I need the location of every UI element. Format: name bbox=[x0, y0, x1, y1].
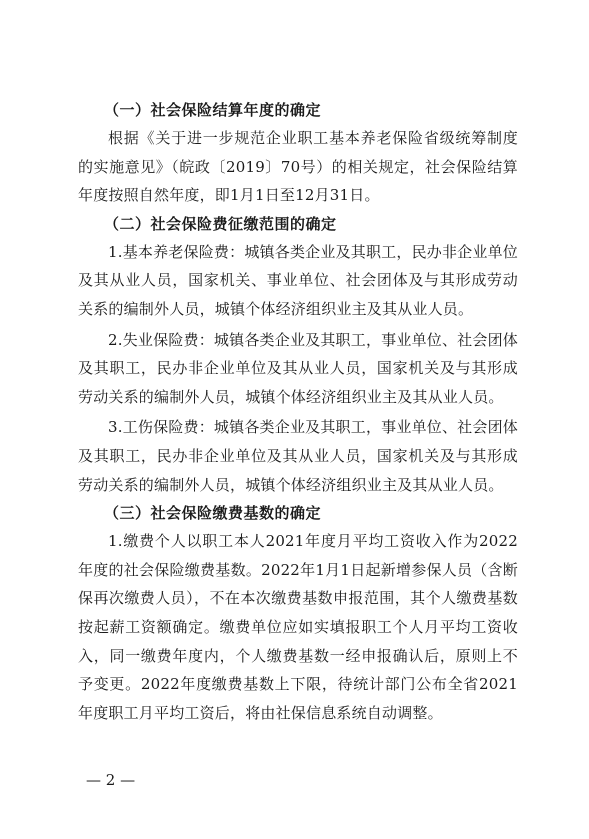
section-heading-contribution-base: （三）社会保险缴费基数的确定 bbox=[104, 504, 322, 523]
section-heading-settlement-year: （一）社会保险结算年度的确定 bbox=[104, 101, 322, 119]
page-number: — 2 — bbox=[86, 771, 136, 789]
paragraph-injury-insurance: 3.工伤保险费：城镇各类企业及其职工，事业单位、社会团体及其职工，民办非企业单位及其从业人员，国家机关及与其形成劳动关系的编制外人员，城镇个体经济组织业主及其从业人员。 bbox=[78, 418, 518, 494]
paragraph-settlement-year: 根据《关于进一步规范企业职工基本养老保险省级统筹制度的实施意见》（皖政〔2019〕70号）的相关规定，社会保险结算年度按照自然年度，即1月1日至12月31日。 bbox=[78, 129, 518, 205]
paragraph-contribution-base: 1.缴费个人以职工本人2021年度月平均工资收入作为2022年度的社会保险缴费基数。2022年1月1日起新增参保人员（含断保再次缴费人员），不在本次缴费基数申报范围，其个人缴费基数按起薪工资额确定。缴费单位应如实填报职工个人月平均工资收入，同一缴费年度内，个人缴费基数一经申报确认后，原则上不予变更。2022年度缴费基数上下限，待统计部门公布全省2021年度职工月平均工资后，将由社保信息系统自动调整。 bbox=[78, 532, 518, 722]
paragraph-pension-insurance: 1.基本养老保险费：城镇各类企业及其职工，民办非企业单位及其从业人员，国家机关、事业单位、社会团体及与其形成劳动关系的编制外人员，城镇个体经济组织业主及其从业人员。 bbox=[78, 242, 518, 318]
document-body bbox=[78, 96, 518, 727]
section-heading-collection-scope: （二）社会保险费征缴范围的确定 bbox=[104, 214, 337, 233]
paragraph-unemployment-insurance: 2.失业保险费：城镇各类企业及其职工，事业单位、社会团体及其职工，民办非企业单位及其从业人员，国家机关及与其形成劳动关系的编制外人员，城镇个体经济组织业主及其从业人员。 bbox=[78, 330, 518, 406]
